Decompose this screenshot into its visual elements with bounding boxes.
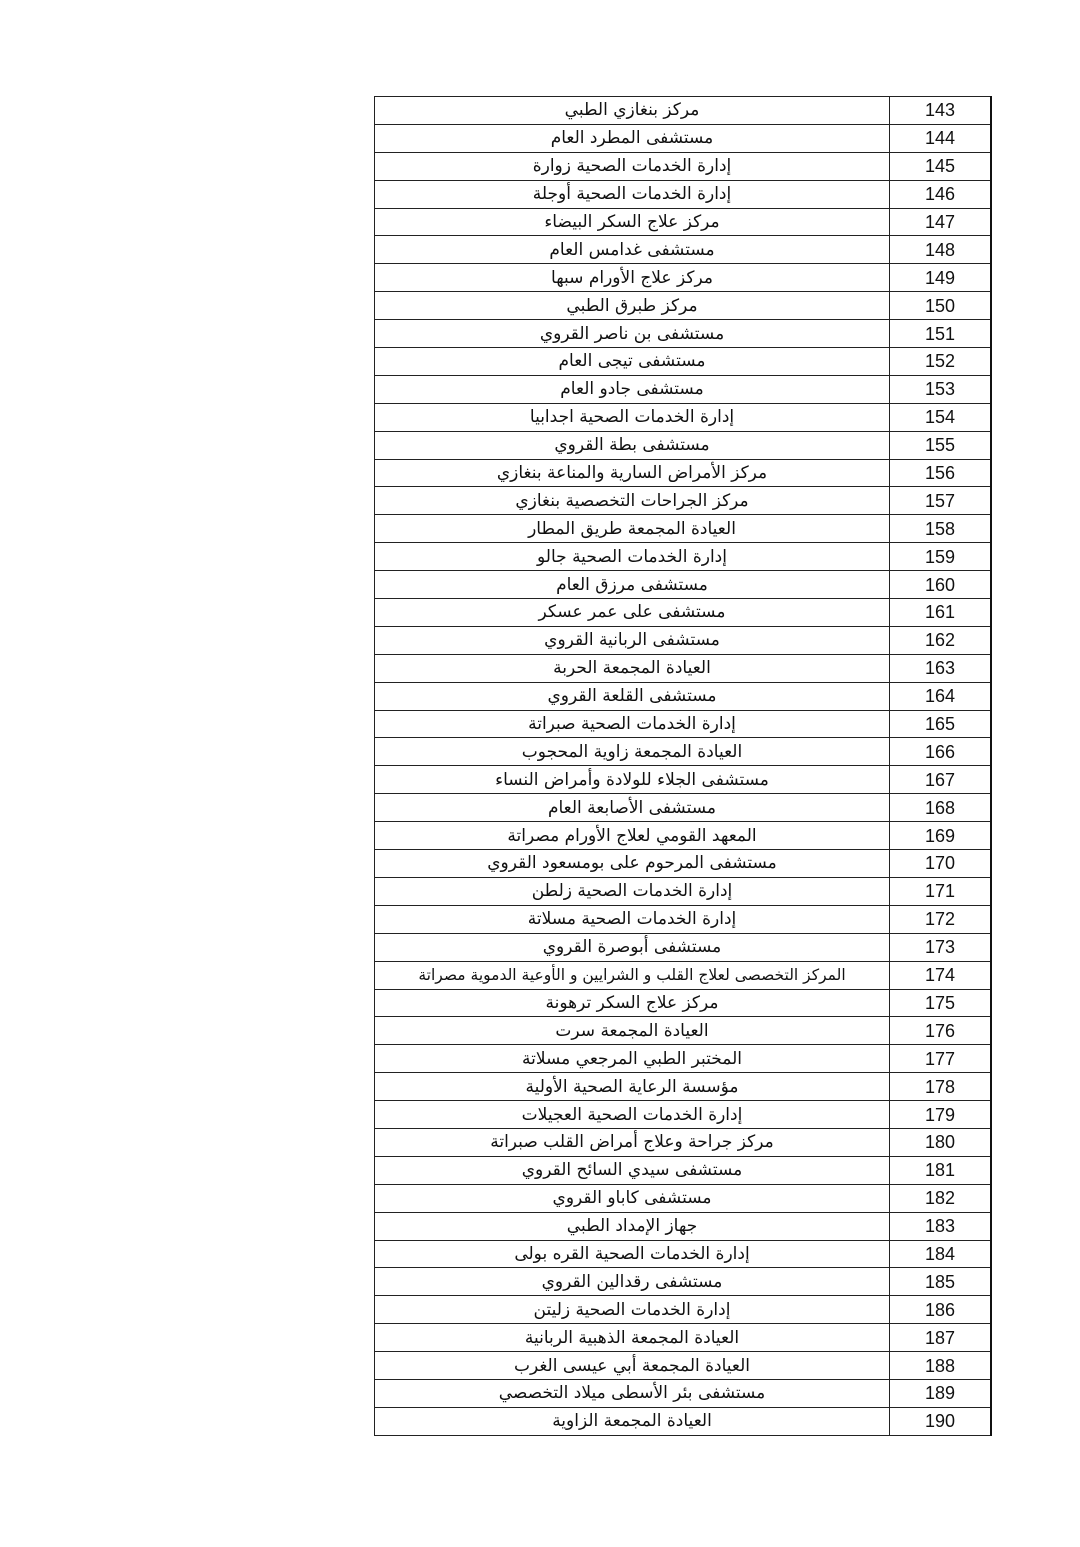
row-number-cell: 169	[890, 822, 992, 850]
table-row	[375, 1156, 992, 1184]
table-row	[375, 1128, 992, 1156]
row-number-cell: 183	[890, 1212, 992, 1240]
row-number-cell: 155	[890, 431, 992, 459]
table-row	[375, 877, 992, 905]
institution-name-cell: المعهد القومي لعلاج الأورام مصراتة	[375, 822, 890, 850]
table-row	[375, 710, 992, 738]
table-row	[375, 543, 992, 571]
institution-name-cell: مستشفى الربانية القروي	[375, 626, 890, 654]
row-number-cell: 158	[890, 515, 992, 543]
institution-name-cell: العيادة المجمعة سرت	[375, 1017, 890, 1045]
row-number-cell: 181	[890, 1156, 992, 1184]
institution-name-cell: إدارة الخدمات الصحية القره بولى	[375, 1240, 890, 1268]
row-number-cell: 190	[890, 1407, 992, 1435]
table-row	[375, 1212, 992, 1240]
table-row	[375, 1184, 992, 1212]
institution-name-cell: جهاز الإمداد الطبي	[375, 1212, 890, 1240]
row-number-cell: 168	[890, 794, 992, 822]
row-number-cell: 173	[890, 933, 992, 961]
row-number-cell: 186	[890, 1296, 992, 1324]
row-number-cell: 157	[890, 487, 992, 515]
row-number-cell: 144	[890, 124, 992, 152]
institution-name-cell: المركز التخصصى لعلاج القلب و الشرايين و الأوعية الدموية مصراتة	[375, 961, 890, 989]
table-row	[375, 431, 992, 459]
table-row	[375, 1352, 992, 1380]
institution-name-cell: مستشفى الجلاء للولادة وأمراض النساء	[375, 766, 890, 794]
row-number-cell: 150	[890, 292, 992, 320]
table-row	[375, 626, 992, 654]
institution-name-cell: مركز طبرق الطبي	[375, 292, 890, 320]
row-number-cell: 178	[890, 1073, 992, 1101]
table-row	[375, 375, 992, 403]
table-row	[375, 905, 992, 933]
table-row	[375, 1379, 992, 1407]
table-row	[375, 850, 992, 878]
institution-name-cell: العيادة المجمعة الزاوية	[375, 1407, 890, 1435]
row-number-cell: 154	[890, 403, 992, 431]
table-row	[375, 348, 992, 376]
table-row	[375, 989, 992, 1017]
table-row	[375, 459, 992, 487]
table-row	[375, 738, 992, 766]
institution-name-cell: مستشفى على عمر عسكر	[375, 599, 890, 627]
row-number-cell: 167	[890, 766, 992, 794]
row-number-cell: 160	[890, 571, 992, 599]
institution-name-cell: مركز بنغازي الطبي	[375, 97, 890, 125]
table-row	[375, 1101, 992, 1129]
table-row	[375, 180, 992, 208]
row-number-cell: 189	[890, 1379, 992, 1407]
row-number-cell: 170	[890, 850, 992, 878]
institution-name-cell: مركز علاج السكر ترهونة	[375, 989, 890, 1017]
row-number-cell: 164	[890, 682, 992, 710]
row-number-cell: 165	[890, 710, 992, 738]
table-row	[375, 794, 992, 822]
row-number-cell: 151	[890, 320, 992, 348]
table-row	[375, 599, 992, 627]
institution-name-cell: العيادة المجمعة طريق المطار	[375, 515, 890, 543]
institution-name-cell: المختبر الطبي المرجعي مسلاتة	[375, 1045, 890, 1073]
institution-name-cell: مستشفى كاباو القروي	[375, 1184, 890, 1212]
table-row	[375, 208, 992, 236]
row-number-cell: 177	[890, 1045, 992, 1073]
table-row	[375, 1296, 992, 1324]
row-number-cell: 146	[890, 180, 992, 208]
row-number-cell: 174	[890, 961, 992, 989]
table-row	[375, 1324, 992, 1352]
institution-name-cell: مستشفى سيدي السائح القروي	[375, 1156, 890, 1184]
institution-name-cell: مستشفى تيجى العام	[375, 348, 890, 376]
institution-name-cell: مستشفى مرزق العام	[375, 571, 890, 599]
row-number-cell: 148	[890, 236, 992, 264]
institution-name-cell: إدارة الخدمات الصحية العجيلات	[375, 1101, 890, 1129]
row-number-cell: 184	[890, 1240, 992, 1268]
institution-name-cell: مستشفى غدامس العام	[375, 236, 890, 264]
table-row	[375, 320, 992, 348]
institution-name-cell: مركز علاج السكر البيضاء	[375, 208, 890, 236]
table-row	[375, 236, 992, 264]
table-row	[375, 403, 992, 431]
institution-name-cell: مركز علاج الأورام سبها	[375, 264, 890, 292]
table-row	[375, 124, 992, 152]
row-number-cell: 179	[890, 1101, 992, 1129]
institution-name-cell: العيادة المجمعة زاوية المحجوب	[375, 738, 890, 766]
institution-name-cell: مركز الجراحات التخصصية بنغازي	[375, 487, 890, 515]
institution-name-cell: مؤسسة الرعاية الصحية الأولية	[375, 1073, 890, 1101]
institution-name-cell: إدارة الخدمات الصحية صبراتة	[375, 710, 890, 738]
institution-name-cell: إدارة الخدمات الصحية زلطن	[375, 877, 890, 905]
table-row	[375, 1045, 992, 1073]
table-row	[375, 292, 992, 320]
row-number-cell: 161	[890, 599, 992, 627]
institution-name-cell: إدارة الخدمات الصحية مسلاتة	[375, 905, 890, 933]
institution-name-cell: مستشفى الأصابعة العام	[375, 794, 890, 822]
row-number-cell: 153	[890, 375, 992, 403]
row-number-cell: 172	[890, 905, 992, 933]
institution-name-cell: إدارة الخدمات الصحية زوارة	[375, 152, 890, 180]
institution-name-cell: مستشفى بن ناصر القروي	[375, 320, 890, 348]
table-row	[375, 822, 992, 850]
institution-name-cell: إدارة الخدمات الصحية زليتن	[375, 1296, 890, 1324]
institution-name-cell: مستشفى المرحوم على بومسعود القروي	[375, 850, 890, 878]
row-number-cell: 185	[890, 1268, 992, 1296]
row-number-cell: 171	[890, 877, 992, 905]
table-row	[375, 1017, 992, 1045]
row-number-cell: 159	[890, 543, 992, 571]
institution-name-cell: مستشفى بئر الأسطى ميلاد التخصصي	[375, 1379, 890, 1407]
institution-name-cell: العيادة المجمعة الحربة	[375, 654, 890, 682]
row-number-cell: 147	[890, 208, 992, 236]
table-row	[375, 682, 992, 710]
institution-name-cell: مستشفى القلعة القروي	[375, 682, 890, 710]
row-number-cell: 143	[890, 97, 992, 125]
row-number-cell: 145	[890, 152, 992, 180]
table-row	[375, 1268, 992, 1296]
table-row	[375, 152, 992, 180]
row-number-cell: 149	[890, 264, 992, 292]
institution-name-cell: العيادة المجمعة أبي عيسى الغرب	[375, 1352, 890, 1380]
table-row	[375, 264, 992, 292]
row-number-cell: 166	[890, 738, 992, 766]
row-number-cell: 156	[890, 459, 992, 487]
institution-name-cell: مستشفى رقدالين القروي	[375, 1268, 890, 1296]
institution-name-cell: مستشفى بطة القروي	[375, 431, 890, 459]
table-row	[375, 1073, 992, 1101]
institution-name-cell: إدارة الخدمات الصحية جالو	[375, 543, 890, 571]
institution-name-cell: إدارة الخدمات الصحية اجدابيا	[375, 403, 890, 431]
row-number-cell: 162	[890, 626, 992, 654]
table-row	[375, 1240, 992, 1268]
row-number-cell: 188	[890, 1352, 992, 1380]
institution-name-cell: مركز الأمراض السارية والمناعة بنغازي	[375, 459, 890, 487]
institution-name-cell: العيادة المجمعة الذهبية الربانية	[375, 1324, 890, 1352]
table-row	[375, 571, 992, 599]
institutions-table	[374, 96, 992, 1436]
table-row	[375, 487, 992, 515]
row-number-cell: 182	[890, 1184, 992, 1212]
row-number-cell: 180	[890, 1128, 992, 1156]
row-number-cell: 176	[890, 1017, 992, 1045]
institution-name-cell: مركز جراحة وعلاج أمراض القلب صبراتة	[375, 1128, 890, 1156]
institution-name-cell: مستشفى المطرد العام	[375, 124, 890, 152]
table-body	[375, 97, 992, 1436]
table-row	[375, 766, 992, 794]
row-number-cell: 175	[890, 989, 992, 1017]
row-number-cell: 152	[890, 348, 992, 376]
row-number-cell: 187	[890, 1324, 992, 1352]
table-row	[375, 97, 992, 125]
table-row	[375, 654, 992, 682]
institution-name-cell: إدارة الخدمات الصحية أوجلة	[375, 180, 890, 208]
institution-name-cell: مستشفى أبوصرة القروي	[375, 933, 890, 961]
table-row	[375, 515, 992, 543]
table-row	[375, 961, 992, 989]
table-row	[375, 933, 992, 961]
institution-name-cell: مستشفى جادو العام	[375, 375, 890, 403]
table-row	[375, 1407, 992, 1435]
row-number-cell: 163	[890, 654, 992, 682]
